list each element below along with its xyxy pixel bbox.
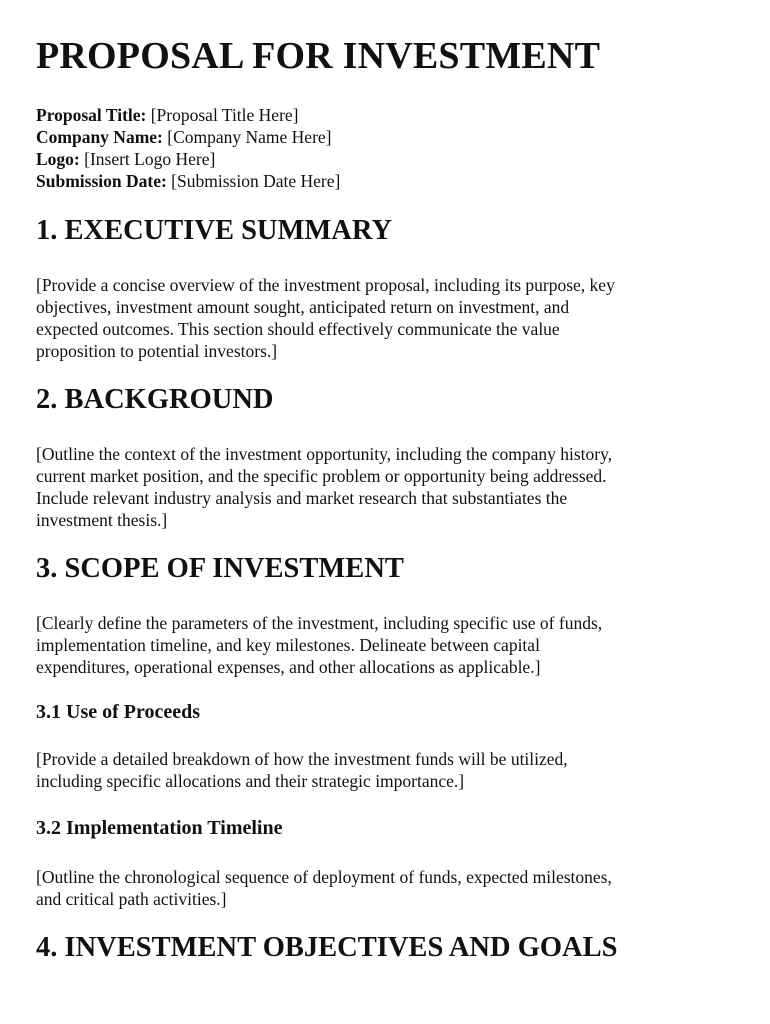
body-line: expected outcomes. This section should effectively communicate the value xyxy=(36,319,560,339)
meta-value: [Company Name Here] xyxy=(162,127,332,147)
subsection-heading-implementation-timeline: 3.2 Implementation Timeline xyxy=(36,817,283,839)
meta-label: Logo: xyxy=(36,149,80,169)
body-line: investment thesis.] xyxy=(36,510,168,530)
body-line: [Outline the chronological sequence of deployment of funds, expected milestones, xyxy=(36,867,612,887)
section-heading-background: 2. BACKGROUND xyxy=(36,384,274,415)
meta-proposal-title xyxy=(36,104,340,126)
body-line: current market position, and the specific problem or opportunity being addressed. xyxy=(36,466,607,486)
section-body-executive-summary xyxy=(36,274,726,362)
body-line: [Provide a concise overview of the investment proposal, including its purpose, key xyxy=(36,275,615,295)
body-line: including specific allocations and their strategic importance.] xyxy=(36,771,465,791)
document-title: PROPOSAL FOR INVESTMENT xyxy=(36,35,601,77)
meta-submission-date xyxy=(36,170,340,192)
subsection-heading-use-of-proceeds: 3.1 Use of Proceeds xyxy=(36,701,201,723)
section-heading-investment-objectives: 4. INVESTMENT OBJECTIVES AND GOALS xyxy=(36,932,618,963)
meta-label: Company Name: xyxy=(36,127,163,147)
body-line: implementation timeline, and key milestones. Delineate between capital xyxy=(36,635,540,655)
section-heading-scope-of-investment: 3. SCOPE OF INVESTMENT xyxy=(36,553,404,584)
section-body-background xyxy=(36,443,726,531)
section-heading-executive-summary: 1. EXECUTIVE SUMMARY xyxy=(36,215,393,246)
body-line: expenditures, operational expenses, and other allocations as applicable.] xyxy=(36,657,541,677)
meta-value: [Insert Logo Here] xyxy=(79,149,216,169)
body-line: proposition to potential investors.] xyxy=(36,341,278,361)
proposal-meta xyxy=(36,104,340,192)
meta-value: [Proposal Title Here] xyxy=(146,105,299,125)
subsection-body-use-of-proceeds xyxy=(36,748,726,792)
body-line: [Outline the context of the investment opportunity, including the company history, xyxy=(36,444,613,464)
meta-label: Proposal Title: xyxy=(36,105,147,125)
meta-value: [Submission Date Here] xyxy=(166,171,341,191)
meta-logo xyxy=(36,148,340,170)
body-line: and critical path activities.] xyxy=(36,889,227,909)
body-line: [Provide a detailed breakdown of how the investment funds will be utilized, xyxy=(36,749,568,769)
body-line: objectives, investment amount sought, anticipated return on investment, and xyxy=(36,297,570,317)
section-body-scope-of-investment xyxy=(36,612,726,678)
meta-label: Submission Date: xyxy=(36,171,167,191)
meta-company-name xyxy=(36,126,340,148)
body-line: Include relevant industry analysis and market research that substantiates the xyxy=(36,488,568,508)
subsection-body-implementation-timeline xyxy=(36,866,726,910)
body-line: [Clearly define the parameters of the investment, including specific use of funds, xyxy=(36,613,603,633)
